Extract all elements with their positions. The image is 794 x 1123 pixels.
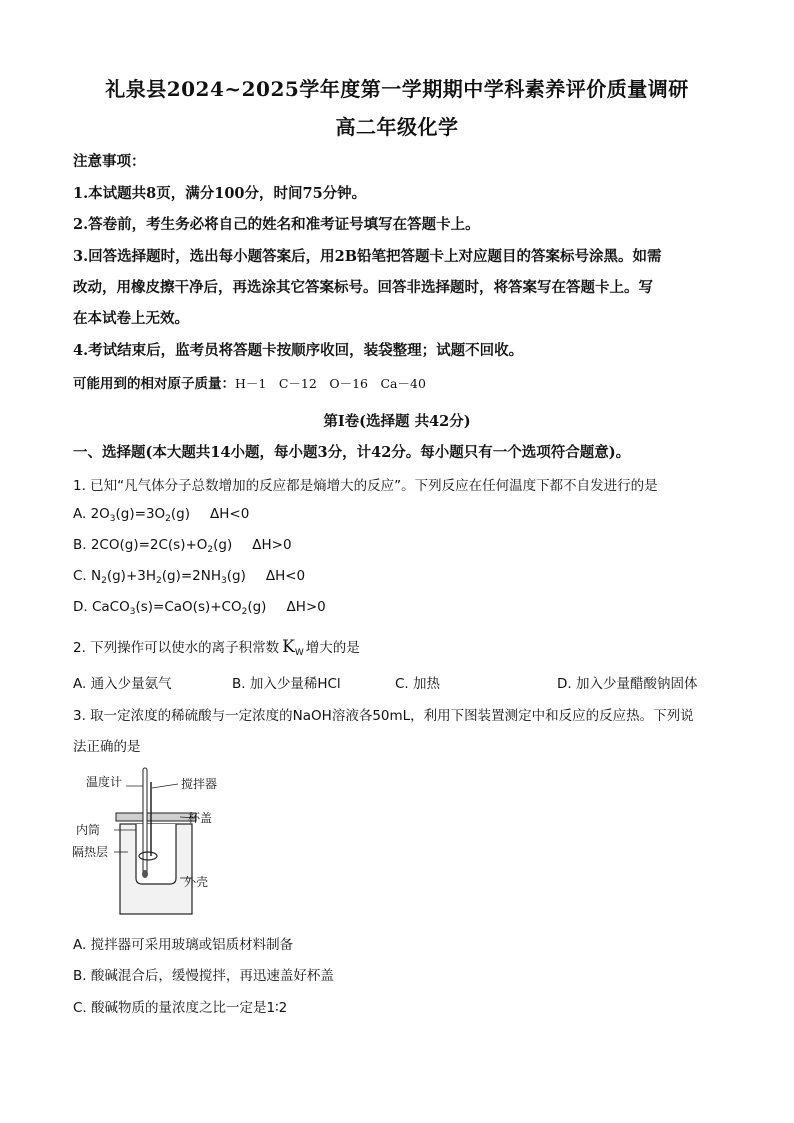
q1d-text-1: D. CaCO [73, 599, 130, 615]
q2-option-d: D. 加入少量醋酸钠固体 [557, 676, 698, 692]
q1-option-d [73, 599, 326, 615]
q1c-sub-3: 3 [221, 576, 227, 586]
q3-stem-line-2: 法正确的是 [73, 739, 141, 755]
q2-stem-after: 增大的是 [305, 640, 360, 656]
label-insulation: 隔热层 [72, 845, 109, 859]
q2-stem-before: 2. 下列操作可以使水的离子积常数 [73, 640, 280, 656]
thermometer-bulb [142, 870, 148, 878]
q1a-enthalpy: ΔH<0 [210, 506, 250, 522]
q1a-sub-2: 2 [165, 514, 171, 524]
note-item-3-line-3: 在本试卷上无效。 [73, 310, 189, 327]
q1c-text-4: (g) [226, 568, 246, 584]
note-item-1: 1.本试题共8页，满分100分，时间75分钟。 [73, 185, 367, 202]
q1c-enthalpy: ΔH<0 [265, 568, 306, 584]
leader-stirrer [152, 784, 178, 788]
q1c-sub-1: 2 [101, 576, 107, 586]
q2-stem [73, 636, 360, 657]
exam-title: 礼泉县2024~2025学年度第一学期期中学科素养评价质量调研 [105, 77, 689, 101]
q1b-sub-1: 2 [207, 545, 214, 555]
label-shell: 外壳 [184, 875, 209, 889]
q1b-text-1: B. 2CO(g)=2C(s)+O [73, 537, 208, 553]
exam-subtitle: 高二年级化学 [335, 115, 459, 139]
atomic-mass-line [73, 372, 426, 392]
q1a-sub-1: 3 [109, 514, 116, 524]
note-item-3-line-1: 3.回答选择题时，选出每小题答案后，用2B铅笔把答题卡上对应题目的答案标号涂黑。如需 [73, 248, 662, 265]
q1c-sub-2: 2 [156, 576, 162, 586]
q1b-enthalpy: ΔH>0 [252, 537, 292, 553]
q1c-text-1: C. N [73, 568, 102, 584]
q1-option-b [73, 537, 292, 553]
q1c-text-2: (g)+3H [106, 568, 156, 584]
label-lid: 杯盖 [188, 811, 213, 825]
calorimeter-diagram [68, 760, 248, 920]
q2-option-a: A. 通入少量氨气 [73, 676, 172, 692]
label-thermometer: 温度计 [86, 775, 123, 789]
q1a-text-1: A. 2O [73, 506, 110, 522]
note-item-2: 2.答卷前，考生务必将自己的姓名和准考证号填写在答题卡上。 [73, 216, 480, 233]
q3-stem-line-1: 3. 取一定浓度的稀硫酸与一定浓度的NaOH溶液各50mL，利用下图装置测定中和反应的反应热。下列说 [73, 708, 694, 724]
q2-k-subscript: W [294, 648, 304, 658]
part-title: 第Ⅰ卷(选择题 共42分) [323, 413, 471, 430]
section-instructions: 一、选择题(本大题共14小题，每小题3分，计42分。每小题只有一个选项符合题意)。 [73, 444, 631, 461]
q1a-text-2: (g)=3O [115, 506, 166, 522]
q1b-text-2: (g) [213, 537, 233, 553]
label-inner: 内筒 [76, 823, 101, 837]
q3-option-c: C. 酸碱物质的量浓度之比一定是1∶2 [73, 1000, 288, 1016]
atomic-mass-label: 可能用到的相对原子质量： [73, 376, 235, 392]
q3-option-a: A. 搅拌器可采用玻璃或铝质材料制备 [73, 937, 294, 953]
q3-option-b: B. 酸碱混合后，缓慢搅拌，再迅速盖好杯盖 [73, 968, 334, 984]
q1d-sub-1: 3 [129, 607, 136, 617]
q1d-text-2: (s)=CaO(s)+CO [135, 599, 242, 615]
note-item-3-line-2: 改动，用橡皮擦干净后，再选涂其它答案标号。回答非选择题时，将答案写在答题卡上。写 [73, 279, 653, 296]
q1a-text-3: (g) [170, 506, 191, 522]
q1d-text-3: (g) [247, 599, 267, 615]
note-item-4: 4.考试结束后，监考员将答题卡按顺序收回，装袋整理；试题不回收。 [73, 342, 524, 359]
atomic-mass-values: H－1 C－12 O－16 Ca－40 [235, 376, 426, 391]
q2-option-b: B. 加入少量稀HCl [232, 676, 341, 692]
notes-heading: 注意事项： [73, 153, 146, 170]
q1c-text-3: (g)=2NH [161, 568, 221, 584]
label-stirrer: 搅拌器 [181, 777, 218, 791]
q1-stem: 1. 已知“凡气体分子总数增加的反应都是熵增大的反应”。下列反应在任何温度下都不自发进行的是 [73, 478, 658, 494]
q1-option-a [73, 506, 249, 522]
q1-option-c [73, 568, 305, 584]
q2-option-c: C. 加热 [395, 676, 441, 692]
q2-k-symbol: K [282, 637, 295, 657]
q1d-enthalpy: ΔH>0 [286, 599, 326, 615]
q1d-sub-2: 2 [241, 607, 248, 617]
